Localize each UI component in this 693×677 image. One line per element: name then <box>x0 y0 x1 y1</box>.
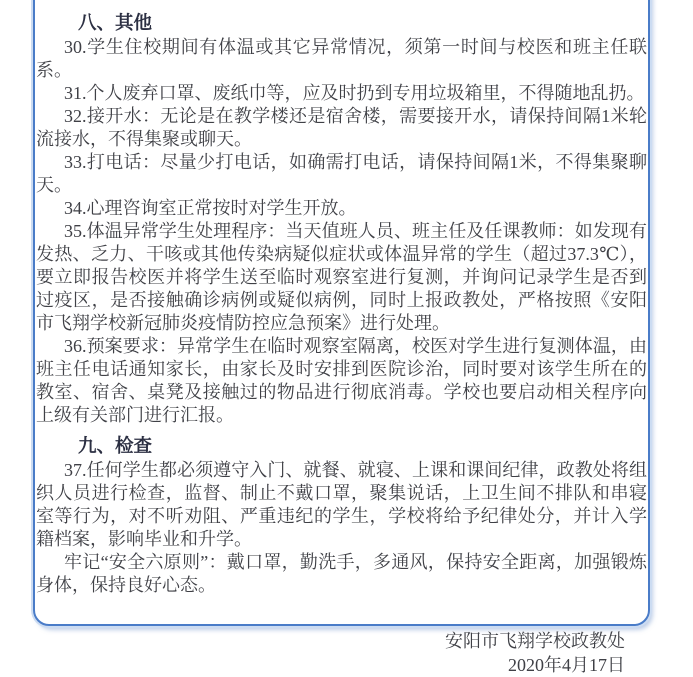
document-body <box>36 13 647 677</box>
section-heading-others: 八、其他 <box>78 14 153 34</box>
para-item-34: 34.心理咨询室正常按时对学生开放。 <box>64 198 357 218</box>
para-item-33: 33.打电话：尽量少打电话，如确需打电话，请保持间隔1米，不得集聚聊天。 <box>36 152 647 195</box>
signature-block <box>36 629 647 677</box>
para-item-31: 31.个人废弃口罩、废纸巾等，应及时扔到专用垃圾箱里，不得随地乱扔。 <box>64 83 645 103</box>
para-safety-principles: 牢记“安全六原则”：戴口罩，勤洗手，多通风，保持安全距离，加强锻炼身体，保持良好心态。 <box>36 552 647 595</box>
signature-org: 安阳市飞翔学校政教处 <box>445 631 625 651</box>
para-item-36: 36.预案要求：异常学生在临时观察室隔离，校医对学生进行复测体温，由班主任电话通知家长，由家长及时安排到医院诊治，同时要对该学生所在的教室、宿舍、桌凳及接触过的物品进行彻底消毒。学校也要启动相关程序向上级有关部门进行汇报。 <box>36 336 647 425</box>
signature-date: 2020年4月17日 <box>508 655 625 675</box>
para-item-35: 35.体温异常学生处理程序：当天值班人员、班主任及任课教师：如发现有发热、乏力、干咳或其他传染病疑似症状或体温异常的学生（超过37.3℃），要立即报告校医并将学生送至临时观察室进行复测，并询问记录学生是否到过疫区，是否接触确诊病例或疑似病例，同时上报政教处，严格按照《安阳市飞翔学校新冠肺炎疫情防控应急预案》进行处理。 <box>36 221 647 333</box>
para-item-30: 30.学生住校期间有体温或其它异常情况，须第一时间与校医和班主任联系。 <box>36 37 647 80</box>
document-border-box <box>33 0 650 675</box>
section-heading-inspection: 九、检查 <box>78 437 153 457</box>
para-item-32: 32.接开水：无论是在教学楼还是宿舍楼，需要接开水，请保持间隔1米轮流接水，不得集聚或聊天。 <box>36 106 647 149</box>
para-item-37: 37.任何学生都必须遵守入门、就餐、就寝、上课和课间纪律，政教处将组织人员进行检查，监督、制止不戴口罩，聚集说话，上卫生间不排队和串寝室等行为，对不听劝阻、严重违纪的学生，学校将给予纪律处分，并计入学籍档案，影响毕业和升学。 <box>36 460 647 549</box>
